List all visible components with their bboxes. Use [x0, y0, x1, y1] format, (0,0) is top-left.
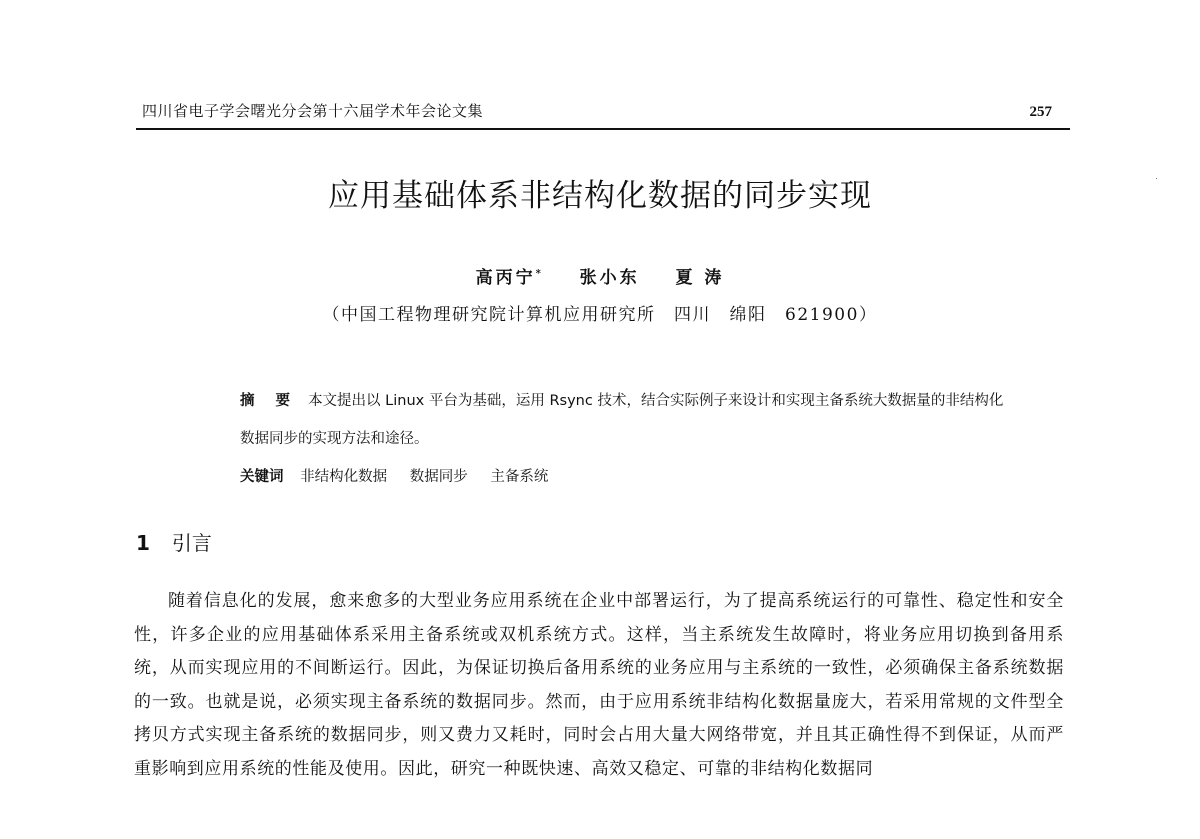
page-number: 257 [1029, 104, 1052, 120]
keywords-label: 关键词 [240, 469, 284, 485]
author-name: 高丙宁 [475, 268, 536, 288]
keyword: 主备系统 [490, 469, 549, 485]
scan-speck [1156, 178, 1157, 179]
author-name: 夏 涛 [675, 268, 725, 288]
keyword: 非结构化数据 [300, 469, 388, 485]
section-number: 1 [136, 531, 150, 555]
section-heading [136, 527, 212, 556]
keywords-line [194, 458, 1014, 496]
section-title: 引言 [171, 531, 212, 555]
journal-name: 四川省电子学会曙光分会第十六届学术年会论文集 [142, 102, 484, 120]
abstract-text [194, 382, 1014, 458]
body-paragraph: 随着信息化的发展，愈来愈多的大型业务应用系统在企业中部署运行，为了提高系统运行的可靠性、稳定性和安全性，许多企业的应用基础体系采用主备系统或双机系统方式。这样，当主系统发生故障时，将业务应用切换到备用系统，从而实现应用的不间断运行。因此，为保证切换后备用系统的业务应用与主系统的一致性，必须确保主备系统数据的一致。也就是说，必须实现主备系统的数据同步。然而，由于应用系统非结构化数据量庞大，若采用常规的文件型全拷贝方式实现主备系统的数据同步，则又费力又耗时，同时会占用大量大网络带宽，并且其正确性得不到保证，从而严重影响到应用系统的性能及使用。因此，研究一种既快速、高效又稳定、可靠的非结构化数据同 [134, 591, 1064, 779]
abstract-body: 本文提出以 Linux 平台为基础，运用 Rsync 技术，结合实际例子来设计和实现主备系统大数据量的非结构化数据同步的实现方法和途径。 [240, 393, 1004, 447]
abstract-block [194, 382, 1014, 496]
affiliation: （中国工程物理研究院计算机应用研究所 四川 绵阳 621900） [322, 305, 878, 325]
author-name: 张小东 [579, 268, 640, 288]
keyword: 数据同步 [409, 469, 468, 485]
running-header [136, 96, 1070, 130]
corresponding-author-marker: * [535, 268, 544, 280]
author-line [0, 263, 1200, 288]
abstract-label: 摘 要 [240, 393, 299, 409]
paper-title: 应用基础体系非结构化数据的同步实现 [328, 178, 872, 214]
